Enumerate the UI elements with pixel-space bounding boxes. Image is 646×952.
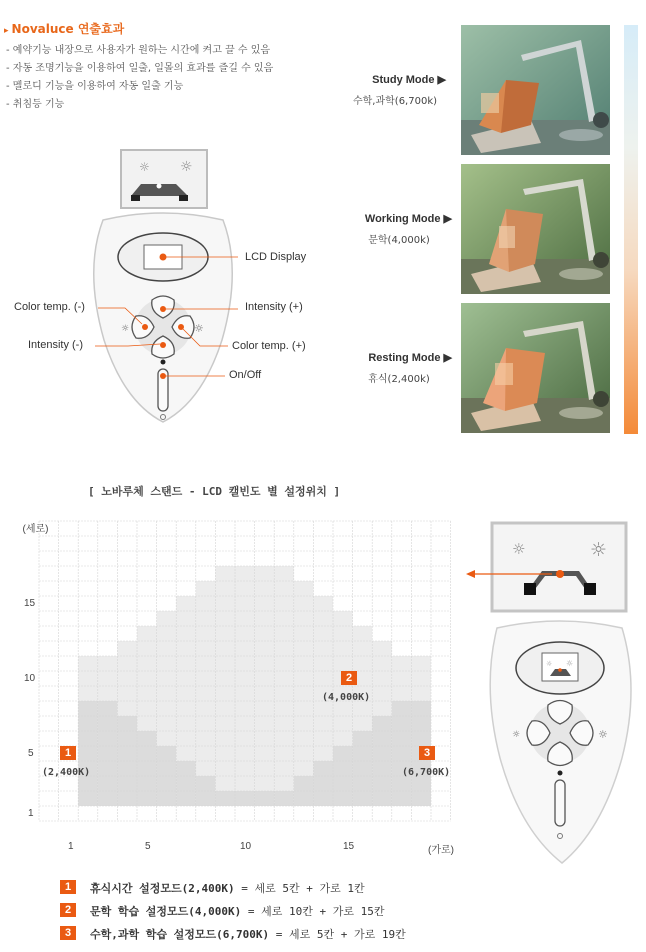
grid-column-light (255, 566, 275, 791)
mode-sub-resting: 휴식(2,400k) (368, 374, 430, 385)
lamp-photo-study (461, 25, 610, 155)
mode-sub-study: 수학,과학(6,700k) (352, 96, 438, 107)
y-tick: 5 (28, 748, 34, 759)
grid-column-light (313, 596, 333, 761)
grid-column-dark (215, 791, 235, 806)
y-tick: 10 (24, 673, 36, 684)
grid-column-dark (176, 761, 196, 806)
svg-text:☼: ☼ (512, 730, 521, 740)
svg-text:☼: ☼ (566, 659, 574, 668)
legend-badge: 3 (60, 926, 76, 940)
label-intensity-plus: Intensity (+) (245, 301, 303, 313)
legend-item: 수학,과학 학습 설정모드(6,700K) = 세로 5칸 + 가로 19칸 (90, 928, 406, 941)
marker-label: (6,700K) (402, 767, 451, 778)
y-tick: 15 (24, 598, 36, 609)
svg-text:☼: ☼ (512, 540, 526, 558)
grid-column-dark (137, 731, 157, 806)
marker-badge: 3 (419, 746, 435, 760)
mode-name-resting: Resting Mode ▶ (368, 352, 452, 364)
marker-badge: 2 (341, 671, 357, 685)
color-temperature-bar (624, 25, 638, 434)
marker-badge: 1 (60, 746, 76, 760)
x-tick: 1 (68, 841, 74, 852)
svg-text:☼: ☼ (590, 539, 608, 561)
mode-name-study: Study Mode ▶ (372, 74, 446, 86)
lamp-photo-working (461, 164, 610, 294)
grid-column-light (78, 656, 98, 701)
legend-item: 휴식시간 설정모드(2,400K) = 세로 5칸 + 가로 1칸 (90, 882, 365, 895)
grid-column-light (117, 641, 137, 716)
chart-title: [ 노바루체 스탠드 - LCD 캘빈도 별 설정위치 ] (88, 485, 341, 498)
svg-text:☼: ☼ (139, 160, 150, 174)
label-lcd-display: LCD Display (245, 251, 307, 263)
x-tick: 15 (343, 841, 355, 852)
calibration-grid-chart (0, 500, 470, 860)
grid-column-light (98, 656, 118, 701)
grid-column-light (235, 566, 255, 791)
remote-illustration (0, 140, 330, 440)
label-on-off: On/Off (229, 369, 262, 381)
feature-item: - 예약기능 내장으로 사용자가 원하는 시간에 켜고 끌 수 있음 (6, 45, 271, 56)
svg-text:☼: ☼ (121, 324, 130, 334)
marker-label: (2,400K) (42, 767, 91, 778)
grid-column-light (294, 581, 314, 776)
y-tick: 1 (28, 808, 34, 819)
grid-column-dark (392, 701, 412, 806)
svg-text:☼: ☼ (546, 660, 553, 668)
grid-column-light (196, 581, 216, 776)
grid-column-dark (353, 731, 373, 806)
legend-badge: 2 (60, 903, 76, 917)
grid-column-light (274, 566, 294, 791)
svg-text:☼: ☼ (194, 322, 204, 335)
grid-column-light (411, 656, 431, 701)
grid-column-dark (98, 701, 118, 806)
feature-item: - 멜로디 기능을 이용하여 자동 일출 기능 (6, 81, 184, 92)
mode-sub-working: 문학(4,000k) (368, 235, 430, 246)
grid-column-light (157, 611, 177, 746)
grid-column-dark (235, 791, 255, 806)
grid-column-dark (313, 761, 333, 806)
grid-column-dark (255, 791, 275, 806)
remote-detail-illustration (462, 518, 642, 898)
grid-column-light (137, 626, 157, 731)
feature-item: - 취침등 기능 (6, 99, 65, 110)
svg-text:☼: ☼ (180, 159, 193, 175)
grid-column-light (392, 656, 412, 701)
marker-label: (4,000K) (322, 692, 371, 703)
label-intensity-minus: Intensity (-) (28, 339, 84, 351)
legend-badge: 1 (60, 880, 76, 894)
label-color-temp-plus: Color temp. (+) (232, 340, 306, 352)
svg-text:☼: ☼ (598, 728, 608, 741)
x-tick: 10 (240, 841, 252, 852)
grid-column-dark (274, 791, 294, 806)
x-tick: 5 (145, 841, 151, 852)
y-axis-label: (세로) (22, 524, 49, 535)
legend-item: 문학 학습 설정모드(4,000K) = 세로 10칸 + 가로 15칸 (90, 905, 385, 918)
x-axis-label: (가로) (428, 845, 454, 856)
section-title: ▸ Novaluce 연출효과 (4, 22, 125, 36)
grid-column-light (372, 641, 392, 716)
grid-column-dark (78, 701, 98, 806)
grid-column-light (176, 596, 196, 761)
grid-column-light (215, 566, 235, 791)
label-color-temp-minus: Color temp. (-) (14, 301, 85, 313)
mode-name-working: Working Mode ▶ (364, 213, 452, 225)
lamp-photo-resting (461, 303, 610, 433)
feature-item: - 자동 조명기능을 이용하여 일출, 일몰의 효과를 즐길 수 있음 (6, 63, 274, 74)
